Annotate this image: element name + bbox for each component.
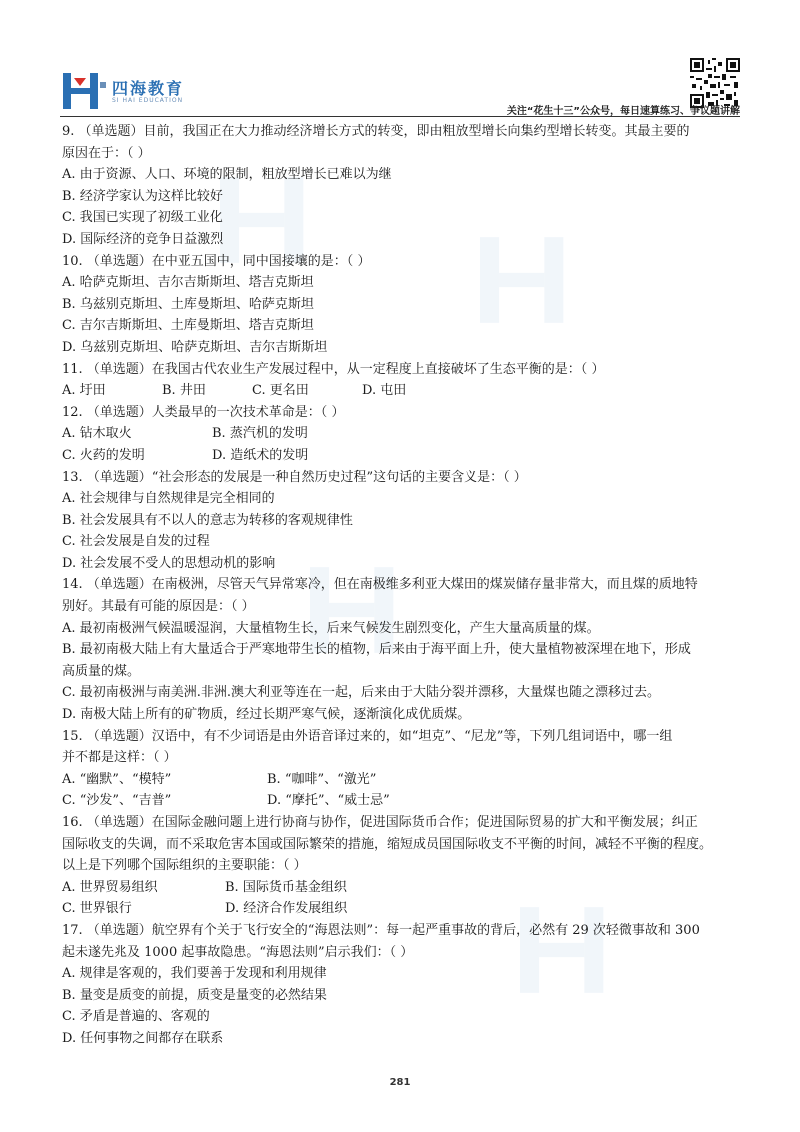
answer-option: B. 国际货币基金组织: [225, 879, 347, 895]
answer-option: A. 圩田: [62, 383, 106, 399]
answer-option: A. “幽默”、“模特”: [62, 771, 172, 787]
qr-code-icon: [690, 58, 740, 108]
question-stem: 起未遂先兆及 1000 起事故隐患。“海恩法则”启示我们：（ ）: [62, 944, 414, 960]
question-stem: 10. （单选题）在中亚五国中，同中国接壤的是：（ ）: [62, 253, 371, 269]
answer-option: B. 最初南极大陆上有大量适合于严寒地带生长的植物，后来由于海平面上升，使大量植物被深埋在地下，形成: [62, 642, 691, 658]
answer-option: D. 乌兹别克斯坦、哈萨克斯坦、吉尔吉斯斯坦: [62, 339, 328, 355]
answer-option: C. 矛盾是普遍的、客观的: [62, 1009, 210, 1025]
page-header: [0, 0, 800, 118]
question-stem: 14. （单选题）在南极洲，尽管天气异常寒冷，但在南极维多利亚大煤田的煤炭储存量非常大，而且煤的质地特: [62, 577, 698, 593]
answer-option: D. 南极大陆上所有的矿物质，经过长期严寒气候，逐渐演化成优质煤。: [62, 707, 471, 723]
answer-option: D. 屯田: [362, 383, 407, 399]
answer-option: 高质量的煤。: [62, 663, 141, 679]
answer-option: B. 社会发展具有不以人的意志为转移的客观规律性: [62, 512, 353, 528]
header-divider: [60, 116, 740, 117]
answer-option: A. 社会规律与自然规律是完全相同的: [62, 491, 275, 507]
answer-option-row: [62, 423, 742, 445]
question-stem: 以上是下列哪个国际组织的主要职能：（ ）: [62, 858, 307, 874]
answer-option: D. 任何事物之间都存在联系: [62, 1030, 224, 1046]
answer-option: B. 经济学家认为这样比较好: [62, 188, 223, 204]
page-number: 281: [389, 1077, 411, 1088]
question-stem: 原因在于：（ ）: [62, 145, 151, 161]
answer-option-row: [62, 790, 742, 812]
answer-option: C. 我国已实现了初级工业化: [62, 210, 223, 226]
question-stem: 9. （单选题）目前，我国正在大力推动经济增长方式的转变，即由粗放型增长向集约型增长转变。其最主要的: [62, 124, 690, 139]
question-stem: 别好。其最有可能的原因是：（ ）: [62, 599, 255, 615]
answer-option: B. 井田: [162, 383, 206, 399]
answer-option: C. “沙发”、“吉普”: [62, 793, 172, 809]
answer-option: B. 蒸汽机的发明: [212, 426, 308, 442]
question-stem: 并不都是这样：（ ）: [62, 750, 177, 766]
answer-option: C. 火药的发明: [62, 447, 145, 463]
answer-option: D. 造纸术的发明: [212, 447, 309, 463]
answer-option: D. 经济合作发展组织: [225, 901, 348, 917]
question-stem: 15. （单选题）汉语中，有不少词语是由外语音译过来的，如“坦克”、“尼龙”等，下列几组词语中，哪一组: [62, 728, 673, 744]
answer-option-row: [62, 877, 742, 899]
answer-option-row: [62, 380, 742, 402]
answer-option: A. 世界贸易组织: [62, 879, 158, 895]
logo-subtitle: SI HAI EDUCATION: [112, 97, 184, 104]
answer-option: D. “摩托”、“威士忌”: [267, 793, 390, 809]
answer-option: C. 社会发展是自发的过程: [62, 534, 210, 550]
question-list: [62, 121, 742, 1050]
question-stem: 11. （单选题）在我国古代农业生产发展过程中，从一定程度上直接破坏了生态平衡的是：（ ）: [62, 361, 605, 377]
question-stem: 国际收支的失调，而不采取危害本国或国际繁荣的措施，缩短成员国国际收支不平衡的时间，减轻不平衡的程度。: [62, 836, 713, 852]
answer-option: A. 钻木取火: [62, 426, 132, 442]
answer-option-row: [62, 769, 742, 791]
question-stem: 17. （单选题）航空界有个关于飞行安全的“海恩法则”：每一起严重事故的背后，必然有 29 次轻微事故和 300: [62, 922, 700, 938]
answer-option: D. 社会发展不受人的思想动机的影响: [62, 555, 276, 571]
answer-option: A. 最初南极洲气候温暖湿润，大量植物生长，后来气候发生剧烈变化，产生大量高质量的煤。: [62, 620, 600, 636]
answer-option-row: [62, 898, 742, 920]
answer-option: A. 由于资源、人口、环境的限制，粗放型增长已难以为继: [62, 167, 392, 183]
answer-option-row: [62, 445, 742, 467]
answer-option: C. 吉尔吉斯斯坦、土库曼斯坦、塔吉克斯坦: [62, 318, 314, 334]
answer-option: C. 最初南极洲与南美洲.非洲.澳大利亚等连在一起，后来由于大陆分裂并漂移，大量煤也随之漂移过去。: [62, 685, 661, 701]
answer-option: B. 乌兹别克斯坦、土库曼斯坦、哈萨克斯坦: [62, 296, 314, 312]
answer-option: C. 更名田: [252, 383, 309, 399]
question-stem: 13. （单选题）“社会形态的发展是一种自然历史过程”这句话的主要含义是：（ ）: [62, 469, 527, 485]
sihai-logo-icon: [60, 70, 108, 112]
answer-option: B. “咖啡”、“激光”: [267, 771, 377, 787]
question-stem: 12. （单选题）人类最早的一次技术革命是：（ ）: [62, 404, 345, 420]
answer-option: B. 量变是质变的前提，质变是量变的必然结果: [62, 987, 327, 1003]
answer-option: C. 世界银行: [62, 901, 132, 917]
header-tagline: 关注“花生十三”公众号，每日速算练习、争议题讲解: [506, 106, 740, 117]
answer-option: A. 规律是客观的，我们要善于发现和利用规律: [62, 966, 327, 982]
question-stem: 16. （单选题）在国际金融问题上进行协商与协作，促进国际货币合作；促进国际贸易的扩大和平衡发展；纠正: [62, 815, 698, 830]
answer-option: A. 哈萨克斯坦、吉尔吉斯斯坦、塔吉克斯坦: [62, 275, 314, 291]
answer-option: D. 国际经济的竞争日益激烈: [62, 231, 224, 247]
logo-text: 四海教育: [112, 79, 185, 98]
